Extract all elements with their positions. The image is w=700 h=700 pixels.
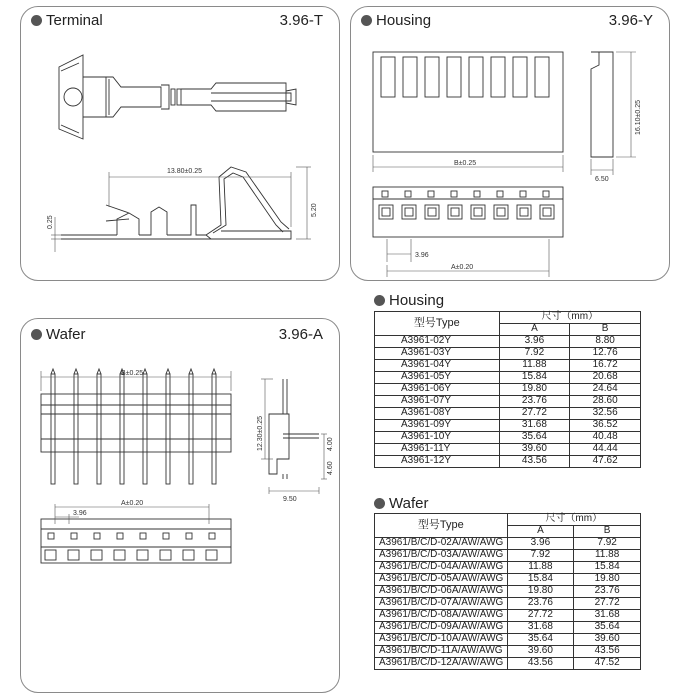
b-cell: 43.56: [574, 646, 641, 658]
table-row: [375, 574, 641, 586]
table-row: [375, 336, 641, 348]
a-cell: 19.80: [499, 384, 570, 396]
table-row: [375, 396, 641, 408]
a-cell: 23.76: [499, 396, 570, 408]
a-cell: 3.96: [507, 538, 574, 550]
model-cell: A3961/B/C/D-09A/AW/AWG: [375, 622, 508, 634]
bullet-icon: [374, 498, 385, 509]
housing-table-title: Housing: [374, 292, 444, 309]
wafer-pin-top-dim: 4.00: [327, 437, 334, 451]
table-row: [375, 634, 641, 646]
wafer-a-dim: A±0.20: [121, 500, 144, 507]
model-cell: A3961/B/C/D-04A/AW/AWG: [375, 562, 508, 574]
a-cell: 15.84: [507, 574, 574, 586]
b-cell: 27.72: [574, 598, 641, 610]
a-cell: 7.92: [507, 550, 574, 562]
col-b-header: B: [574, 526, 641, 538]
model-cell: A3961-11Y: [375, 444, 500, 456]
a-cell: 35.64: [499, 432, 570, 444]
table-row: [375, 586, 641, 598]
a-cell: 35.64: [507, 634, 574, 646]
wafer-table-title: Wafer: [374, 495, 428, 512]
b-cell: 47.62: [570, 456, 641, 468]
housing-drawing: [351, 7, 671, 282]
size-header: 尺寸（mm）: [499, 312, 640, 324]
a-cell: 43.56: [499, 456, 570, 468]
model-cell: A3961-12Y: [375, 456, 500, 468]
a-cell: 27.72: [499, 408, 570, 420]
a-cell: 39.60: [499, 444, 570, 456]
model-cell: A3961-06Y: [375, 384, 500, 396]
housing-depth-dim: 6.50: [595, 176, 609, 183]
wafer-spec-table: [374, 513, 641, 670]
terminal-panel: [20, 6, 340, 281]
a-cell: 11.88: [499, 360, 570, 372]
wafer-b-dim: B±0.25: [121, 370, 144, 377]
model-cell: A3961/B/C/D-03A/AW/AWG: [375, 550, 508, 562]
table-row: [375, 456, 641, 468]
b-cell: 24.64: [570, 384, 641, 396]
b-cell: 39.60: [574, 634, 641, 646]
table-row: [375, 622, 641, 634]
wafer-drawing: [21, 319, 341, 694]
wafer-pin-bottom-dim: 4.60: [327, 461, 334, 475]
model-cell: A3961/B/C/D-07A/AW/AWG: [375, 598, 508, 610]
table-row: [375, 372, 641, 384]
model-cell: A3961-10Y: [375, 432, 500, 444]
type-header: 型号Type: [375, 312, 500, 336]
terminal-height-dim: 5.20: [311, 203, 318, 217]
b-cell: 15.84: [574, 562, 641, 574]
a-cell: 31.68: [499, 420, 570, 432]
a-cell: 7.92: [499, 348, 570, 360]
col-a-header: A: [499, 324, 570, 336]
table-row: [375, 646, 641, 658]
b-cell: 20.68: [570, 372, 641, 384]
b-cell: 47.52: [574, 658, 641, 670]
housing-a-dim: A±0.20: [451, 264, 474, 271]
model-cell: A3961-09Y: [375, 420, 500, 432]
table-row: [375, 538, 641, 550]
housing-panel-title: Housing: [361, 12, 431, 29]
b-cell: 8.80: [570, 336, 641, 348]
b-cell: 32.56: [570, 408, 641, 420]
b-cell: 36.52: [570, 420, 641, 432]
b-cell: 7.92: [574, 538, 641, 550]
terminal-length-dim: 13.80±0.25: [167, 168, 202, 175]
a-cell: 27.72: [507, 610, 574, 622]
table-row: [375, 384, 641, 396]
model-cell: A3961-04Y: [375, 360, 500, 372]
table-row: [375, 408, 641, 420]
housing-panel-code: 3.96-Y: [608, 12, 653, 29]
b-cell: 16.72: [570, 360, 641, 372]
b-cell: 23.76: [574, 586, 641, 598]
b-cell: 28.60: [570, 396, 641, 408]
model-cell: A3961/B/C/D-08A/AW/AWG: [375, 610, 508, 622]
table-row: [375, 420, 641, 432]
wafer-panel-code: 3.96-A: [278, 326, 323, 343]
model-cell: A3961/B/C/D-02A/AW/AWG: [375, 538, 508, 550]
b-cell: 44.44: [570, 444, 641, 456]
model-cell: A3961-08Y: [375, 408, 500, 420]
wafer-pitch-dim: 3.96: [73, 510, 87, 517]
model-cell: A3961/B/C/D-06A/AW/AWG: [375, 586, 508, 598]
b-cell: 11.88: [574, 550, 641, 562]
model-cell: A3961/B/C/D-11A/AW/AWG: [375, 646, 508, 658]
table-row: [375, 610, 641, 622]
housing-panel: [350, 6, 670, 281]
table-row: [375, 562, 641, 574]
terminal-title: Terminal: [31, 12, 103, 29]
size-header: 尺寸（mm）: [507, 514, 640, 526]
housing-spec-table: [374, 311, 641, 468]
b-cell: 40.48: [570, 432, 641, 444]
wafer-panel: [20, 318, 340, 693]
wafer-height-dim: 12.30±0.25: [257, 416, 264, 451]
b-cell: 31.68: [574, 610, 641, 622]
a-cell: 19.80: [507, 586, 574, 598]
a-cell: 11.88: [507, 562, 574, 574]
model-cell: A3961-02Y: [375, 336, 500, 348]
model-cell: A3961-03Y: [375, 348, 500, 360]
wafer-panel-title: Wafer: [31, 326, 85, 343]
terminal-thickness-dim: 0.25: [47, 215, 54, 229]
a-cell: 43.56: [507, 658, 574, 670]
terminal-code: 3.96-T: [279, 12, 323, 29]
table-row: [375, 360, 641, 372]
wafer-depth-dim: 9.50: [283, 496, 297, 503]
table-row: [375, 444, 641, 456]
a-cell: 3.96: [499, 336, 570, 348]
table-row: [375, 550, 641, 562]
a-cell: 39.60: [507, 646, 574, 658]
a-cell: 31.68: [507, 622, 574, 634]
table-row: [375, 598, 641, 610]
a-cell: 15.84: [499, 372, 570, 384]
bullet-icon: [374, 295, 385, 306]
model-cell: A3961-05Y: [375, 372, 500, 384]
terminal-drawing: [21, 7, 341, 282]
housing-b-dim: B±0.25: [454, 160, 477, 167]
model-cell: A3961/B/C/D-12A/AW/AWG: [375, 658, 508, 670]
model-cell: A3961/B/C/D-05A/AW/AWG: [375, 574, 508, 586]
housing-height-dim: 16.10±0.25: [635, 100, 642, 135]
table-row: [375, 348, 641, 360]
a-cell: 23.76: [507, 598, 574, 610]
col-b-header: B: [570, 324, 641, 336]
model-cell: A3961-07Y: [375, 396, 500, 408]
b-cell: 19.80: [574, 574, 641, 586]
model-cell: A3961/B/C/D-10A/AW/AWG: [375, 634, 508, 646]
table-row: [375, 432, 641, 444]
b-cell: 12.76: [570, 348, 641, 360]
type-header: 型号Type: [375, 514, 508, 538]
table-row: [375, 658, 641, 670]
col-a-header: A: [507, 526, 574, 538]
housing-pitch-dim: 3.96: [415, 252, 429, 259]
b-cell: 35.64: [574, 622, 641, 634]
